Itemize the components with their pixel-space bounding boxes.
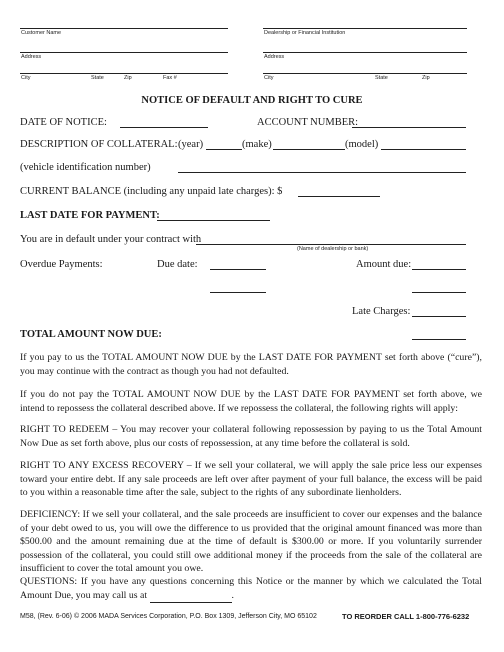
customer-name-label: Customer Name	[21, 30, 62, 36]
due-date-field-2[interactable]	[210, 292, 266, 293]
footer-reorder: TO REORDER CALL 1-800-776-6232	[342, 612, 470, 621]
model-field[interactable]	[381, 149, 466, 150]
paragraph-excess-recovery: RIGHT TO ANY EXCESS RECOVERY – If we sell your collateral, we will apply the sale price less our expenses toward your entire debt. If any sale proceeds are left over after payment of your full balance, the excess will be paid to you within a reasonable time after the sale, subject to the rights of any subordinate lienholders.	[20, 460, 482, 498]
description-collateral-label: DESCRIPTION OF COLLATERAL:	[20, 139, 178, 150]
dealership-state-label: State	[375, 75, 388, 81]
customer-city-line[interactable]	[20, 73, 228, 74]
dealership-address-line[interactable]	[263, 52, 467, 53]
year-label: (year)	[178, 139, 204, 150]
total-now-due-field[interactable]	[412, 339, 466, 340]
due-date-label: Due date:	[157, 259, 198, 270]
footer-copyright: M58, (Rev. 6-06) © 2006 MADA Services Corporation, P.O. Box 1309, Jefferson City, MO 65102	[20, 613, 317, 620]
last-date-payment-field[interactable]	[157, 220, 270, 221]
paragraph-repossess: If you do not pay the TOTAL AMOUNT NOW DUE by the LAST DATE FOR PAYMENT set forth above, we intend to repossess the collateral described above. If we repossess the collateral, the following rights will apply:	[20, 389, 482, 414]
amount-due-label: Amount due:	[356, 259, 412, 270]
date-of-notice-field[interactable]	[120, 127, 208, 128]
amount-due-field-1[interactable]	[412, 269, 466, 270]
due-date-field-1[interactable]	[210, 269, 266, 270]
dealership-city-line[interactable]	[263, 73, 467, 74]
account-number-field[interactable]	[352, 127, 466, 128]
make-label: (make)	[242, 139, 272, 150]
total-now-due-label: TOTAL AMOUNT NOW DUE:	[20, 329, 162, 340]
year-field[interactable]	[206, 149, 242, 150]
vin-field[interactable]	[178, 172, 466, 173]
paragraph-deficiency: DEFICIENCY: If we sell your collateral, and the sale proceeds are insufficient to cover our expenses and the balance of your debt owed to us, you will owe the difference to us provided that the original amount financed was more than $500.00 and the amount remaining due at the time of default is $300.00 or more. If you voluntarily surrender possession of the collateral, you could still owe additional money if the proceeds from the sale of the collateral are insufficient to cover the total amount you owe.	[20, 509, 482, 574]
default-contract-label: You are in default under your contract with	[20, 234, 202, 245]
dealership-name-label: Dealership or Financial Institution	[264, 30, 346, 36]
model-label: (model)	[345, 139, 379, 150]
paragraph-right-to-redeem: RIGHT TO REDEEM – You may recover your collateral following repossession by paying to us the Total Amount Now Due as set forth above, plus our costs of repossession, at any time before the collateral is sold.	[20, 424, 482, 449]
customer-zip-label: Zip	[124, 75, 132, 81]
customer-state-label: State	[91, 75, 104, 81]
customer-fax-label: Fax #	[163, 75, 177, 81]
late-charges-field[interactable]	[412, 316, 466, 317]
account-number-label: ACCOUNT NUMBER:	[257, 117, 359, 128]
form-title: NOTICE OF DEFAULT AND RIGHT TO CURE	[141, 95, 363, 106]
current-balance-label: CURRENT BALANCE (including any unpaid late charges): $	[20, 186, 283, 197]
paragraph-cure: If you pay to us the TOTAL AMOUNT NOW DUE by the LAST DATE FOR PAYMENT set forth above (“cure”), you may continue with the contract as though you had not defaulted.	[20, 352, 482, 377]
customer-name-line[interactable]	[20, 28, 228, 29]
customer-city-label: City	[21, 75, 31, 81]
dealership-bank-field[interactable]	[196, 244, 466, 245]
questions-text: QUESTIONS: If you have any questions concerning this Notice or the manner by which we calculated the Total Amount Due, you may call us at	[20, 576, 482, 601]
last-date-payment-label: LAST DATE FOR PAYMENT:	[20, 210, 160, 221]
dealership-name-line[interactable]	[263, 28, 467, 29]
overdue-payments-label: Overdue Payments:	[20, 259, 103, 270]
paragraph-questions: QUESTIONS: If you have any questions concerning this Notice or the manner by which we calculated the Total Amount Due, you may call us at .	[20, 575, 482, 603]
amount-due-field-2[interactable]	[412, 292, 466, 293]
current-balance-field[interactable]	[298, 196, 380, 197]
vin-label: (vehicle identification number)	[20, 162, 151, 173]
dealership-city-label: City	[264, 75, 274, 81]
customer-address-label: Address	[21, 54, 42, 60]
dealership-bank-sublabel: (Name of dealership or bank)	[297, 246, 369, 252]
phone-number-field[interactable]	[150, 589, 232, 604]
make-field[interactable]	[273, 149, 345, 150]
dealership-address-label: Address	[264, 54, 285, 60]
late-charges-label: Late Charges:	[352, 306, 411, 317]
dealership-zip-label: Zip	[422, 75, 430, 81]
date-of-notice-label: DATE OF NOTICE:	[20, 117, 107, 128]
customer-address-line[interactable]	[20, 52, 228, 53]
